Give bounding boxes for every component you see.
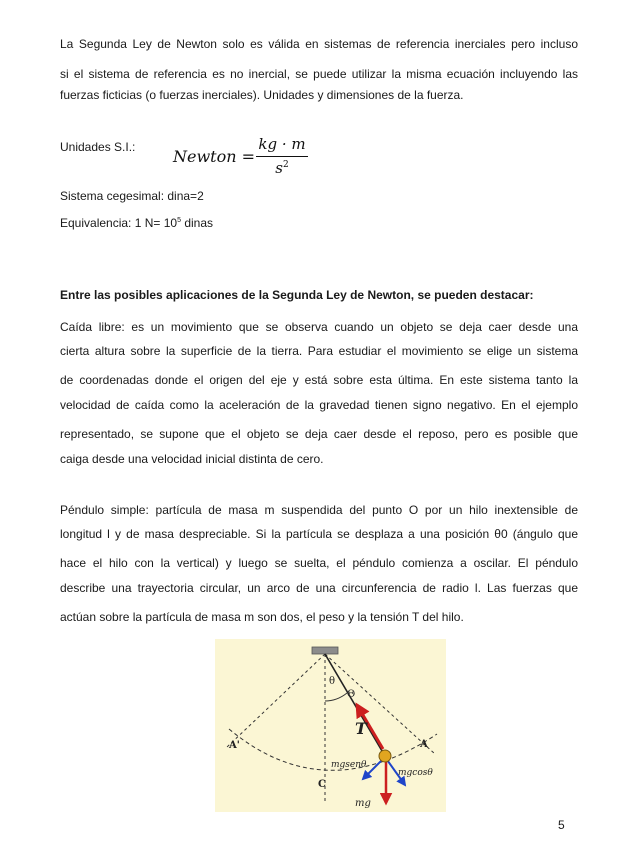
page-number: 5 (558, 818, 565, 832)
c-label: C (318, 779, 326, 790)
formula-numerator: kg · m (258, 135, 306, 153)
free-fall-line: cierta altura sobre la superficie de la tierra. Para estudiar el movimiento se elige un sistema (60, 344, 578, 358)
mg-sin-label: mgsenθ (331, 760, 367, 770)
equivalence-line: Equivalencia: 1 $N= 10^5$ dinas (60, 216, 214, 230)
pendulum-diagram (215, 639, 446, 812)
mg-cos-label: mgcosθ (398, 768, 433, 778)
ceiling-support (312, 647, 338, 654)
free-fall-line: caiga desde una velocidad inicial distinta de cero. (60, 452, 324, 466)
applications-heading: Entre las posibles aplicaciones de la Segunda Ley de Newton, se pueden destacar: (60, 288, 534, 302)
tension-label: T (355, 719, 367, 738)
pendulum-bob (379, 750, 391, 762)
free-fall-line: velocidad de caída como la aceleración de la gravedad tienen signo negativo. En el ejemplo (60, 398, 578, 412)
mg-label: mg (355, 798, 371, 809)
pendulum-line: describe una trayectoria circular, un arco de una circunferencia de radio l. Las fuerzas que (60, 581, 578, 595)
units-label: Unidades S.I.: (60, 140, 136, 154)
paragraph-line: si el sistema de referencia es no inercial, se puede utilizar la misma ecuación incluyendo las (60, 67, 578, 81)
cgs-line: Sistema cegesimal: dina=2 (60, 189, 204, 203)
a-label: A (420, 739, 428, 750)
paragraph-line: La Segunda Ley de Newton solo es válida en sistemas de referencia inerciales pero incluso (60, 37, 578, 51)
pendulum-line: hace el hilo con la vertical) y luego se suelta, el péndulo comienza a oscilar. El péndulo (60, 556, 578, 570)
newton-formula (170, 125, 320, 185)
formula-denominator: $s^2$ (275, 159, 289, 177)
paragraph-line: fuerzas ficticias (o fuerzas inerciales). Unidades y dimensiones de la fuerza. (60, 88, 464, 102)
theta-big-label: Θ (347, 689, 356, 700)
free-fall-line: representado, se supone que el objeto se deja caer desde el reposo, pero es posible que (60, 427, 578, 441)
pendulum-line: longitud l y de masa despreciable. Si la partícula se desplaza a una posición θ0 (ángulo que (60, 527, 578, 541)
pendulum-line: actúan sobre la partícula de masa m son dos, el peso y la tensión T del hilo. (60, 610, 464, 624)
theta-label: θ (329, 676, 336, 687)
pendulum-line: Péndulo simple: partícula de masa m suspendida del punto O por un hilo inextensible de (60, 503, 578, 517)
free-fall-line: Caída libre: es un movimiento que se observa cuando un objeto se deja caer desde una (60, 320, 578, 334)
fraction-bar (256, 156, 308, 157)
free-fall-line: de coordenadas donde el origen del eje y está sobre esta última. En este sistema tanto la (60, 373, 578, 387)
a-prime-label: A' (229, 740, 240, 751)
formula-lhs: Newton = (173, 147, 256, 166)
